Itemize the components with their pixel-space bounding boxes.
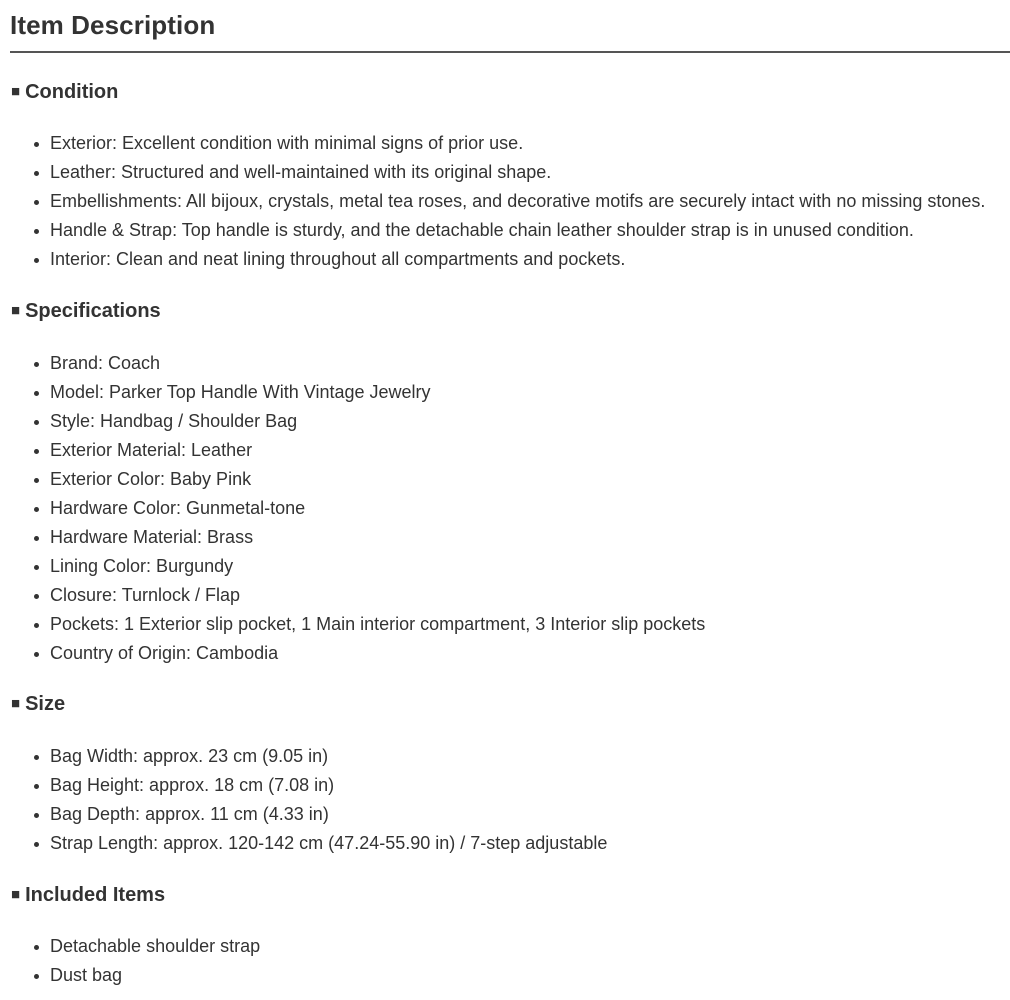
list-item: Bag Width: approx. 23 cm (9.05 in) bbox=[50, 742, 607, 771]
specifications-list bbox=[50, 349, 705, 668]
list-item: Exterior Color: Baby Pink bbox=[50, 465, 705, 494]
list-item: Handle & Strap: Top handle is sturdy, and the detachable chain leather shoulder strap is in unused condition. bbox=[50, 216, 985, 245]
list-item: Leather: Structured and well-maintained with its original shape. bbox=[50, 158, 985, 187]
page-title: Item Description bbox=[10, 10, 216, 40]
list-item: Hardware Color: Gunmetal-tone bbox=[50, 494, 705, 523]
size-list bbox=[50, 742, 607, 858]
included-items-list bbox=[50, 932, 260, 990]
square-bullet-icon: ■ bbox=[11, 302, 21, 319]
list-item: Dust bag bbox=[50, 961, 260, 990]
list-item: Detachable shoulder strap bbox=[50, 932, 260, 961]
list-item: Exterior: Excellent condition with minimal signs of prior use. bbox=[50, 129, 985, 158]
section-heading-included-items bbox=[11, 882, 165, 908]
title-divider bbox=[10, 51, 1010, 53]
section-heading-label: Specifications bbox=[25, 300, 161, 322]
list-item: Bag Depth: approx. 11 cm (4.33 in) bbox=[50, 800, 607, 829]
list-item: Model: Parker Top Handle With Vintage Jewelry bbox=[50, 378, 705, 407]
section-heading-condition bbox=[11, 79, 118, 105]
square-bullet-icon: ■ bbox=[11, 83, 21, 100]
list-item: Hardware Material: Brass bbox=[50, 523, 705, 552]
list-item: Embellishments: All bijoux, crystals, metal tea roses, and decorative motifs are securely intact with no missing stones. bbox=[50, 187, 985, 216]
list-item: Bag Height: approx. 18 cm (7.08 in) bbox=[50, 771, 607, 800]
list-item: Closure: Turnlock / Flap bbox=[50, 581, 705, 610]
section-heading-size bbox=[11, 691, 65, 717]
section-heading-specifications bbox=[11, 298, 161, 324]
list-item: Brand: Coach bbox=[50, 349, 705, 378]
section-heading-label: Condition bbox=[25, 81, 119, 103]
condition-list bbox=[50, 129, 985, 274]
list-item: Country of Origin: Cambodia bbox=[50, 639, 705, 668]
list-item: Pockets: 1 Exterior slip pocket, 1 Main interior compartment, 3 Interior slip pockets bbox=[50, 610, 705, 639]
list-item: Strap Length: approx. 120-142 cm (47.24-55.90 in) / 7-step adjustable bbox=[50, 829, 607, 858]
list-item: Lining Color: Burgundy bbox=[50, 552, 705, 581]
list-item: Style: Handbag / Shoulder Bag bbox=[50, 407, 705, 436]
square-bullet-icon: ■ bbox=[11, 886, 21, 903]
list-item: Interior: Clean and neat lining throughout all compartments and pockets. bbox=[50, 245, 985, 274]
square-bullet-icon: ■ bbox=[11, 695, 21, 712]
list-item: Exterior Material: Leather bbox=[50, 436, 705, 465]
section-heading-label: Size bbox=[25, 693, 66, 715]
section-heading-label: Included Items bbox=[25, 884, 166, 906]
